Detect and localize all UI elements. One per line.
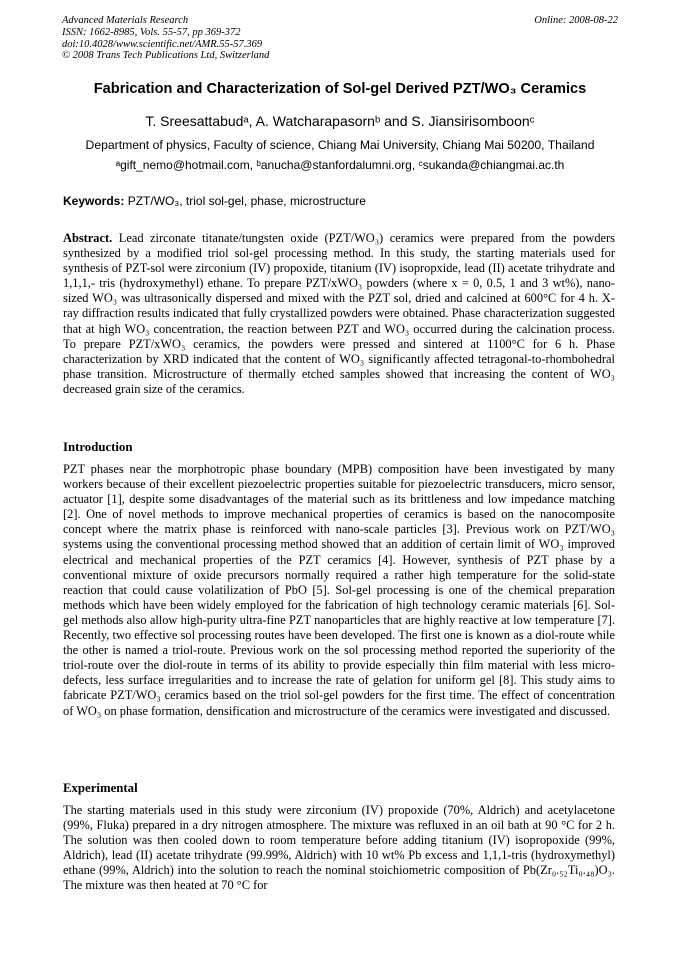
introduction-paragraph: PZT phases near the morphotropic phase boundary (MPB) composition have been investigated by many workers because of their excellent piezoelectric properties suitable for piezoelectric transducers, micro sensor, actuator [1], despite some disadvantages of the material such as its brittleness and low impedance matching [2]. One of novel methods to improve mechanical properties of ceramics is based on the nanocomposite concept where the matrix phase is reinforced with nano-scale particles [3]. Previous work on PZT/WO₃ systems using the conventional processing method showed that an addition of certain limit of WO₃ improved electrical and mechanical properties of the PZT ceramics [4]. However, synthesis of PZT phase by a conventional mixture of oxide precursors normally required a rather high temperature for the solid-state reaction that could cause volatilization of PbO [5]. Sol-gel processing is one of the chemical preparation methods which have been widely employed for the fabrication of high technology ceramic materials [6]. Sol-gel methods also allow high-purity ultra-fine PZT nanoparticles that are highly reactive at low temperature [7]. Recently, two effective sol processing routes have been developed. The first one is known as a diol-route while the other is named a triol-route. Previous work on the sol processing method reported the superiority of the triol-route over the diol-route in terms of its ability to provide especially thin film material with less micro-defects, less surface irregularities and to increase the rate of gelation for uniform gel [8]. This study aims to fabricate PZT/WO₃ ceramics based on the triol sol-gel powders for the first time. The effect of concentration of WO₃ on phase formation, densification and microstructure of the ceramics were investigated and discussed. [63, 462, 615, 718]
paper-title: Fabrication and Characterization of Sol-gel Derived PZT/WO₃ Ceramics [93, 81, 587, 97]
introduction-heading: Introduction [63, 440, 133, 454]
keywords-line [63, 194, 619, 208]
copyright-line: © 2008 Trans Tech Publications Ltd, Switzerland [62, 50, 270, 62]
author-emails: ᵃgift_nemo@hotmail.com, ᵇanucha@stanfordalumni.org, ᶜsukanda@chiangmai.ac.th [115, 158, 565, 172]
online-date: Online: 2008-08-22 [534, 15, 618, 26]
keywords-text: PZT/WO₃, triol sol-gel, phase, microstructure [127, 194, 366, 208]
issn-line: ISSN: 1662-8985, Vols. 55-57, pp 369-372 [62, 26, 241, 38]
doi-line: doi:10.4028/www.scientific.net/AMR.55-57.369 [62, 38, 263, 50]
abstract-paragraph [63, 231, 615, 397]
abstract-label: Abstract. [63, 231, 113, 245]
author-list: T. Sreesattabudᵃ, A. Watcharapasornᵇ and S. Jiansirisomboonᶜ [145, 113, 535, 129]
affiliation: Department of physics, Faculty of science, Chiang Mai University, Chiang Mai 50200, Thailand [85, 138, 595, 152]
experimental-heading: Experimental [63, 781, 138, 795]
abstract-text: Lead zirconate titanate/tungsten oxide (PZT/WO₃) ceramics were prepared from the powders synthesized by a modified triol sol-gel processing method. In this study, the starting materials used for synthesis of PZT-sol were zirconium (IV) propoxide, titanium (IV) isopropxide, lead (II) acetate trihydrate and 1,1,1,- tris (hydroxymethyl) ethane. To prepare PZT/xWO₃ powders (where x = 0, 0.5, 1 and 3 wt%), nano-sized WO₃ was ultrasonically dispersed and mixed with the PZT sol, dried and calcined at 600°C for 4 h. X-ray diffraction results indicated that fully crystallized powders were obtained. Phase characterization suggested that at high WO₃ concentration, the reaction between PZT and WO₃ occurred during the calcination process. To prepare PZT/xWO₃ ceramics, the powders were pressed and sintered at 1100°C for 6 h. Phase characterization by XRD indicated that the content of WO₃ significantly affected tetragonal-to-rhombohedral phase transition. Microstructure of thermally etched samples showed that increasing the content of WO₃ decreased grain size of the ceramics. [63, 231, 616, 396]
experimental-paragraph: The starting materials used in this study were zirconium (IV) propoxide (70%, Aldrich) and acetylacetone (99%, Fluka) prepared in a dry nitrogen atmosphere. The mixture was refluxed in an oil bath at 90 °C for 2 h. The solution was then cooled down to room temperature before adding titanium (IV) isopropoxide (99%, Aldrich), lead (II) acetate trihydrate (99.99%, Aldrich) with 10 wt% Pb excess and 1,1,1-tris (hydroxymethyl) ethane (99%, Aldrich) into the solution to reach the nominal stoichiometric composition of Pb(Zr₀.₅₂Ti₀.₄₈)O₃. The mixture was then heated at 70 °C for [63, 803, 615, 893]
journal-header [62, 15, 618, 62]
keywords-label: Keywords: [63, 194, 125, 208]
journal-name: Advanced Materials Research [62, 15, 189, 26]
